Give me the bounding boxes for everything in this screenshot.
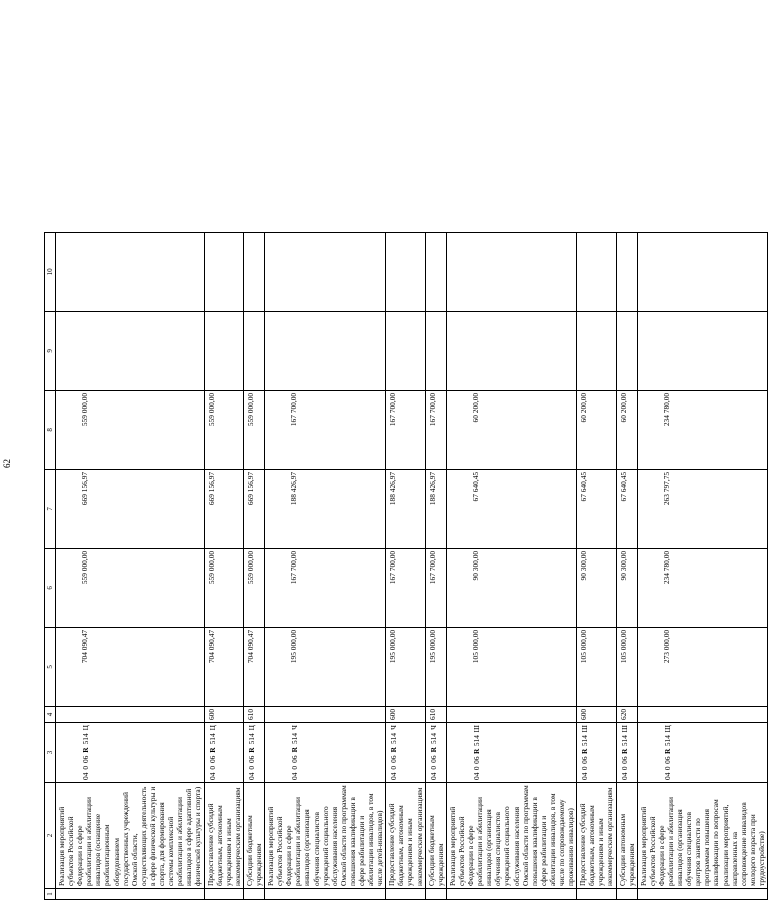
description-cell: Реализация мероприятий субъектов Российской Федерации в сфере реабилитации и абилитации инвалидов (организация обучения специалистов центров занятости по программам повышения квалификации по вопросам реализации мероприятий, направленных на сопровождение инвалидов молодого возраста при трудоустройстве) bbox=[637, 783, 767, 889]
row-number-cell bbox=[425, 889, 446, 900]
amount-cell-c9 bbox=[204, 311, 243, 390]
code-part: 514 bbox=[619, 735, 629, 747]
code-part: 514 bbox=[81, 733, 90, 745]
code-cell bbox=[637, 723, 767, 783]
code-part: R bbox=[471, 748, 481, 754]
amount-cell-c8: 60 200,00 bbox=[577, 390, 616, 469]
code-part: 04 bbox=[662, 772, 672, 780]
amount-cell-c8: 234 780,00 bbox=[637, 390, 767, 469]
code-part: Ц bbox=[246, 725, 256, 731]
row-number-cell bbox=[637, 889, 767, 900]
code-part: 04 bbox=[246, 772, 256, 780]
code-part: 04 bbox=[290, 772, 300, 780]
code-part: R bbox=[290, 747, 300, 753]
amount-cell-c5: 704 090,47 bbox=[243, 627, 264, 706]
expense-type-cell bbox=[265, 706, 386, 722]
code-part: 06 bbox=[580, 756, 590, 764]
code-part: 06 bbox=[389, 755, 399, 763]
header-cell: 1 bbox=[45, 889, 56, 900]
expense-type-cell: 610 bbox=[243, 706, 264, 722]
amount-cell-c5: 195 000,00 bbox=[425, 627, 446, 706]
code-parts bbox=[245, 725, 256, 780]
description-cell: Реализация мероприятий субъектов Российской Федерации в сфере реабилитации и абилитации инвалидов (организация обучения специалистов учреждений социального обслуживания населения Омской области по программам повышения квалификации в сфере реабилитации и абилитации инвалидов, в том числе по сопровождаемому проживанию инвалидов) bbox=[446, 783, 576, 889]
code-part: Ц bbox=[207, 725, 217, 731]
amount-cell-c6: 167 700,00 bbox=[265, 548, 386, 627]
amount-cell-c8: 167 700,00 bbox=[425, 390, 446, 469]
table-row bbox=[265, 232, 386, 899]
code-parts bbox=[427, 725, 438, 780]
code-part: R bbox=[619, 748, 629, 754]
code-part: 514 bbox=[580, 735, 590, 747]
description-cell: Субсидии бюджетным учреждениям bbox=[425, 783, 446, 889]
amount-cell-c5: 195 000,00 bbox=[386, 627, 425, 706]
amount-cell-c7: 669 156,97 bbox=[243, 469, 264, 548]
code-part: R bbox=[580, 748, 590, 754]
code-part: 514 bbox=[428, 732, 438, 744]
row-number-cell bbox=[56, 889, 205, 900]
amount-cell-c5: 105 000,00 bbox=[446, 627, 576, 706]
header-cell: 2 bbox=[45, 783, 56, 889]
table-row bbox=[616, 232, 637, 899]
header-cell: 8 bbox=[45, 390, 56, 469]
amount-cell-c9 bbox=[446, 311, 576, 390]
row-number-cell bbox=[446, 889, 576, 900]
table-row bbox=[577, 232, 616, 899]
code-part: R bbox=[662, 748, 672, 754]
amount-cell-c10 bbox=[446, 232, 576, 311]
code-part: Ч bbox=[428, 725, 438, 730]
code-part: 0 bbox=[428, 765, 438, 770]
amount-cell-c10 bbox=[425, 232, 446, 311]
code-parts bbox=[206, 725, 217, 780]
amount-cell-c6: 234 780,00 bbox=[637, 548, 767, 627]
code-part: Ш bbox=[471, 725, 481, 733]
amount-cell-c7: 263 797,75 bbox=[637, 469, 767, 548]
amount-cell-c10 bbox=[265, 232, 386, 311]
amount-cell-c7: 188 426,97 bbox=[265, 469, 386, 548]
amount-cell-c6: 559 000,00 bbox=[204, 548, 243, 627]
code-part: 06 bbox=[246, 755, 256, 764]
code-part: 0 bbox=[662, 766, 672, 771]
code-part: 0 bbox=[207, 765, 217, 770]
table-row bbox=[204, 232, 243, 899]
amount-cell-c7: 669 156,97 bbox=[56, 469, 205, 548]
header-cell: 3 bbox=[45, 723, 56, 783]
amount-cell-c7: 188 426,97 bbox=[386, 469, 425, 548]
code-part: 0 bbox=[246, 765, 256, 770]
code-part: 514 bbox=[471, 735, 481, 747]
table-row bbox=[446, 232, 576, 899]
header-cell: 9 bbox=[45, 311, 56, 390]
code-part: Ш bbox=[619, 725, 629, 733]
header-row bbox=[45, 232, 56, 899]
code-part: 0 bbox=[389, 765, 399, 770]
amount-cell-c7: 188 426,97 bbox=[425, 469, 446, 548]
expense-type-cell: 610 bbox=[425, 706, 446, 722]
table-row bbox=[243, 232, 264, 899]
page-number: 62 bbox=[2, 459, 12, 468]
amount-cell-c10 bbox=[577, 232, 616, 311]
amount-cell-c6: 90 300,00 bbox=[446, 548, 576, 627]
code-part: 06 bbox=[619, 756, 629, 764]
code-part: 04 bbox=[207, 772, 217, 780]
code-part: 04 bbox=[580, 772, 590, 780]
code-part: R bbox=[389, 747, 399, 753]
amount-cell-c9 bbox=[243, 311, 264, 390]
description-cell: Субсидии бюджетным учреждениям bbox=[243, 783, 264, 889]
code-part: R bbox=[246, 747, 256, 753]
amount-cell-c5: 704 090,47 bbox=[204, 627, 243, 706]
code-part: 04 bbox=[428, 772, 438, 780]
code-cell bbox=[577, 723, 616, 783]
header-cell: 10 bbox=[45, 232, 56, 311]
code-part: 0 bbox=[81, 765, 90, 770]
amount-cell-c5: 704 090,47 bbox=[56, 627, 205, 706]
code-part: R bbox=[81, 747, 90, 753]
amount-cell-c6: 90 300,00 bbox=[616, 548, 637, 627]
amount-cell-c6: 90 300,00 bbox=[577, 548, 616, 627]
code-part: 0 bbox=[471, 766, 481, 771]
row-number-cell bbox=[616, 889, 637, 900]
amount-cell-c6: 559 000,00 bbox=[56, 548, 205, 627]
amount-cell-c10 bbox=[616, 232, 637, 311]
amount-cell-c9 bbox=[265, 311, 386, 390]
amount-cell-c8: 60 200,00 bbox=[616, 390, 637, 469]
code-cell bbox=[446, 723, 576, 783]
code-part: Ч bbox=[389, 725, 399, 730]
row-number-cell bbox=[204, 889, 243, 900]
amount-cell-c5: 195 000,00 bbox=[265, 627, 386, 706]
code-part: 0 bbox=[290, 765, 300, 770]
amount-cell-c8: 60 200,00 bbox=[446, 390, 576, 469]
amount-cell-c8: 559 000,00 bbox=[243, 390, 264, 469]
table-row bbox=[386, 232, 425, 899]
code-cell bbox=[425, 723, 446, 783]
header-cell: 6 bbox=[45, 548, 56, 627]
code-cell bbox=[616, 723, 637, 783]
code-part: 06 bbox=[290, 755, 300, 763]
code-part: 514 bbox=[246, 733, 256, 745]
amount-cell-c5: 105 000,00 bbox=[616, 627, 637, 706]
code-part: 04 bbox=[619, 772, 629, 780]
code-part: 04 bbox=[81, 772, 90, 780]
amount-cell-c6: 559 000,00 bbox=[243, 548, 264, 627]
amount-cell-c9 bbox=[637, 311, 767, 390]
amount-cell-c10 bbox=[56, 232, 205, 311]
code-parts bbox=[639, 725, 672, 780]
code-part: 0 bbox=[619, 766, 629, 771]
amount-cell-c8: 167 700,00 bbox=[265, 390, 386, 469]
amount-cell-c8: 167 700,00 bbox=[386, 390, 425, 469]
code-part: 514 bbox=[389, 732, 399, 744]
amount-cell-c8: 559 000,00 bbox=[56, 390, 205, 469]
code-part: 06 bbox=[207, 755, 217, 764]
expense-type-cell bbox=[446, 706, 576, 722]
code-part: 514 bbox=[662, 735, 672, 747]
expense-type-cell: 600 bbox=[577, 706, 616, 722]
amount-cell-c6: 167 700,00 bbox=[386, 548, 425, 627]
code-part: Ц bbox=[81, 725, 90, 731]
code-part: Ч bbox=[290, 725, 300, 730]
code-part: Ш bbox=[580, 725, 590, 733]
code-parts bbox=[448, 725, 481, 780]
row-number-cell bbox=[386, 889, 425, 900]
header-cell: 7 bbox=[45, 469, 56, 548]
code-parts bbox=[57, 725, 90, 780]
code-part: 0 bbox=[580, 766, 590, 771]
code-cell bbox=[386, 723, 425, 783]
code-part: 06 bbox=[471, 756, 481, 764]
code-parts bbox=[266, 725, 299, 780]
row-number-cell bbox=[243, 889, 264, 900]
amount-cell-c6: 167 700,00 bbox=[425, 548, 446, 627]
amount-cell-c9 bbox=[386, 311, 425, 390]
amount-cell-c10 bbox=[386, 232, 425, 311]
budget-table bbox=[44, 232, 768, 900]
description-cell: Предоставление субсидий бюджетным, автономным учреждениям и иным некоммерческим организациям bbox=[204, 783, 243, 889]
description-cell: Субсидии автономным учреждениям bbox=[616, 783, 637, 889]
code-part: 514 bbox=[290, 732, 300, 744]
code-cell bbox=[243, 723, 264, 783]
code-cell bbox=[265, 723, 386, 783]
code-part: 06 bbox=[81, 755, 90, 764]
amount-cell-c7: 67 640,45 bbox=[616, 469, 637, 548]
code-part: 04 bbox=[471, 772, 481, 780]
code-part: 06 bbox=[662, 756, 672, 764]
amount-cell-c9 bbox=[425, 311, 446, 390]
description-cell: Реализация мероприятий субъектов Российской Федерации в сфере реабилитации и абилитации инвалидов (оснащение реабилитационным оборудованием государственных учреждений Омской области, осуществляющих деятельность в сфере физической культуры и спорта, для формирования системы комплексной реабилитации и абилитации инвалидов в сфере адаптивной физической культуры и спорта) bbox=[56, 783, 205, 889]
code-part: Щ bbox=[662, 725, 672, 733]
row-number-cell bbox=[577, 889, 616, 900]
header-cell: 5 bbox=[45, 627, 56, 706]
row-number-cell bbox=[265, 889, 386, 900]
code-parts bbox=[578, 725, 589, 780]
amount-cell-c7: 669 156,97 bbox=[204, 469, 243, 548]
code-cell bbox=[204, 723, 243, 783]
expense-type-cell: 620 bbox=[616, 706, 637, 722]
amount-cell-c10 bbox=[637, 232, 767, 311]
expense-type-cell bbox=[637, 706, 767, 722]
code-part: R bbox=[207, 747, 217, 753]
description-cell: Реализация мероприятий субъектов Российской Федерации в сфере реабилитации и абилитации инвалидов (организация обучения специалистов учреждений социального обслуживания населения Омской области по программам повышения квалификации в сфере реабилитации и абилитации инвалидов, в том числе детей-инвалидов) bbox=[265, 783, 386, 889]
amount-cell-c7: 67 640,45 bbox=[446, 469, 576, 548]
table-row bbox=[56, 232, 205, 899]
code-part: 514 bbox=[207, 733, 217, 745]
table-row bbox=[425, 232, 446, 899]
amount-cell-c7: 67 640,45 bbox=[577, 469, 616, 548]
amount-cell-c8: 559 000,00 bbox=[204, 390, 243, 469]
header-cell: 4 bbox=[45, 706, 56, 722]
amount-cell-c9 bbox=[577, 311, 616, 390]
description-cell: Предоставление субсидий бюджетным, автономным учреждениям и иным некоммерческим организациям bbox=[386, 783, 425, 889]
code-part: 04 bbox=[389, 772, 399, 780]
expense-type-cell: 600 bbox=[386, 706, 425, 722]
code-part: R bbox=[428, 747, 438, 753]
code-parts bbox=[618, 725, 629, 780]
amount-cell-c10 bbox=[204, 232, 243, 311]
code-cell bbox=[56, 723, 205, 783]
amount-cell-c10 bbox=[243, 232, 264, 311]
amount-cell-c5: 105 000,00 bbox=[577, 627, 616, 706]
amount-cell-c9 bbox=[56, 311, 205, 390]
description-cell: Предоставление субсидий бюджетным, автономным учреждениям и иным некоммерческим организациям bbox=[577, 783, 616, 889]
expense-type-cell bbox=[56, 706, 205, 722]
expense-type-cell: 600 bbox=[204, 706, 243, 722]
code-part: 06 bbox=[428, 755, 438, 763]
table-row bbox=[637, 232, 767, 899]
amount-cell-c5: 273 000,00 bbox=[637, 627, 767, 706]
code-parts bbox=[387, 725, 398, 780]
amount-cell-c9 bbox=[616, 311, 637, 390]
